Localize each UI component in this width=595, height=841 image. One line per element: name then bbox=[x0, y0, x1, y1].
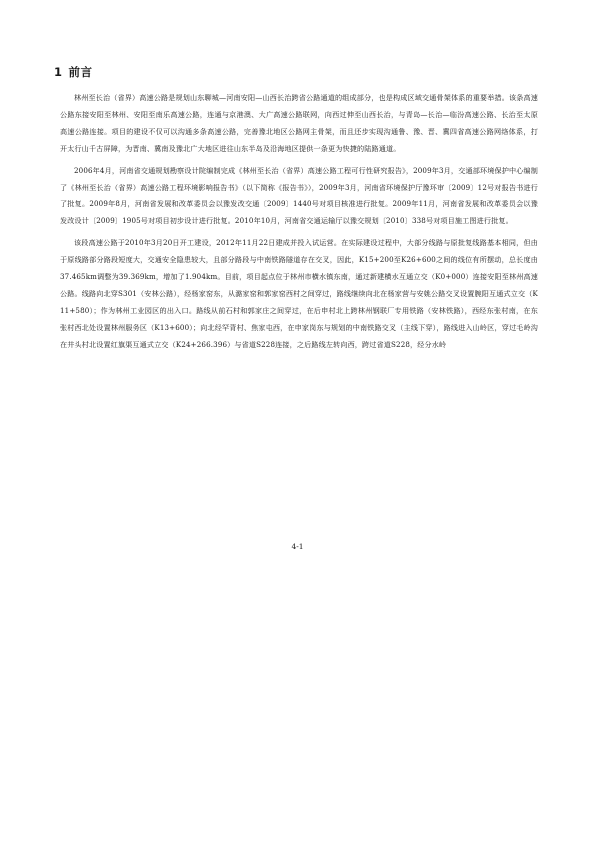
paragraph-intro: 林州至长治（省界）高速公路是规划山东聊城—河南安阳—山西长治跨省公路通道的组成部分，也是构成区域交通骨架体系的重要举措。该条高速公路东接安阳至林州、安阳至南乐高速公路，连通与京港澳、大广高速公路联网，向西过伸至山西长治，与青岛—长治—临汾高速公路、长治至太原高速公路连接。项目的建设不仅可以沟通多条高速公路，完善豫北地区公路网主骨架，而且还步实现沟通鲁、豫、晋、冀四省高速公路网络体系，打开太行山千古屏障，为晋南、冀南及豫北广大地区进往山东半岛及沿海地区提供一条更为快捷的陆路通道。 bbox=[60, 93, 538, 153]
paragraph-construction: 该段高速公路于2010年3月20日开工建设，2012年11月22日建成并投入试运营。在实际建设过程中，大部分线路与原批复线路基本相同，但由于原线路部分路段短度大，交通安全隐患较大，且部分路段与中南铁路隧道存在交叉，因此，K15+200至K26+600之间的线位有所摆动，总长度由37.465km调整为39.369km，增加了1.904km。目前，项目起点位于林州市横水镇东南，通过新建横水互通立交（K0+000）连接安阳至林州高速公路。线路向北穿S301（安林公路），经杨家窑东，从潞家窑和郭家窑西村之间穿过，路线继续向北在杨家营与安姚公路交叉设置腕阳互通式立交（K11+580）；作为林州工业园区的出入口。路线从前石村和郭家庄之间穿过，在后申村北上跨林州钢联厂专用铁路（安林铁路），西经东张村南，在东张村西北处设置林州服务区（K13+600）；向北经罕背村、焦家屯西，在申家岗东与规划的中南铁路交叉（主线下穿），路线进入山岭区，穿过毛岭沟在井头村北设置红旗渠互通式立交（K24+266.396）与省道S228连接，之后路线左转向西，跨过省道S228，经分水岭 bbox=[60, 238, 538, 349]
page-number: 4-1 bbox=[291, 542, 304, 551]
body-text bbox=[60, 90, 538, 359]
section-heading bbox=[54, 64, 93, 80]
section-number: 1 bbox=[54, 65, 63, 79]
paragraph-approvals: 2006年4月，河南省交通规划勘察设计院编制完成《林州至长治（省界）高速公路工程可行性研究报告》，2009年3月，交通部环境保护中心编制了《林州至长治（省界）高速公路工程环境影响报告书》（以下简称《报告书》），2009年3月，河南省环境保护厅豫环审〔2009〕12号对报告书进行了批复。2009年8月，河南省发展和改革委员会以豫发改交通〔2009〕1440号对项目核准进行批复。2009年11月，河南省发展和改革委员会以豫发改设计〔2009〕1905号对项目初步设计进行批复。2010年10月，河南省交通运输厅以豫交规划〔2010〕338号对项目施工图进行批复。 bbox=[60, 165, 538, 226]
section-title: 前言 bbox=[68, 65, 93, 79]
